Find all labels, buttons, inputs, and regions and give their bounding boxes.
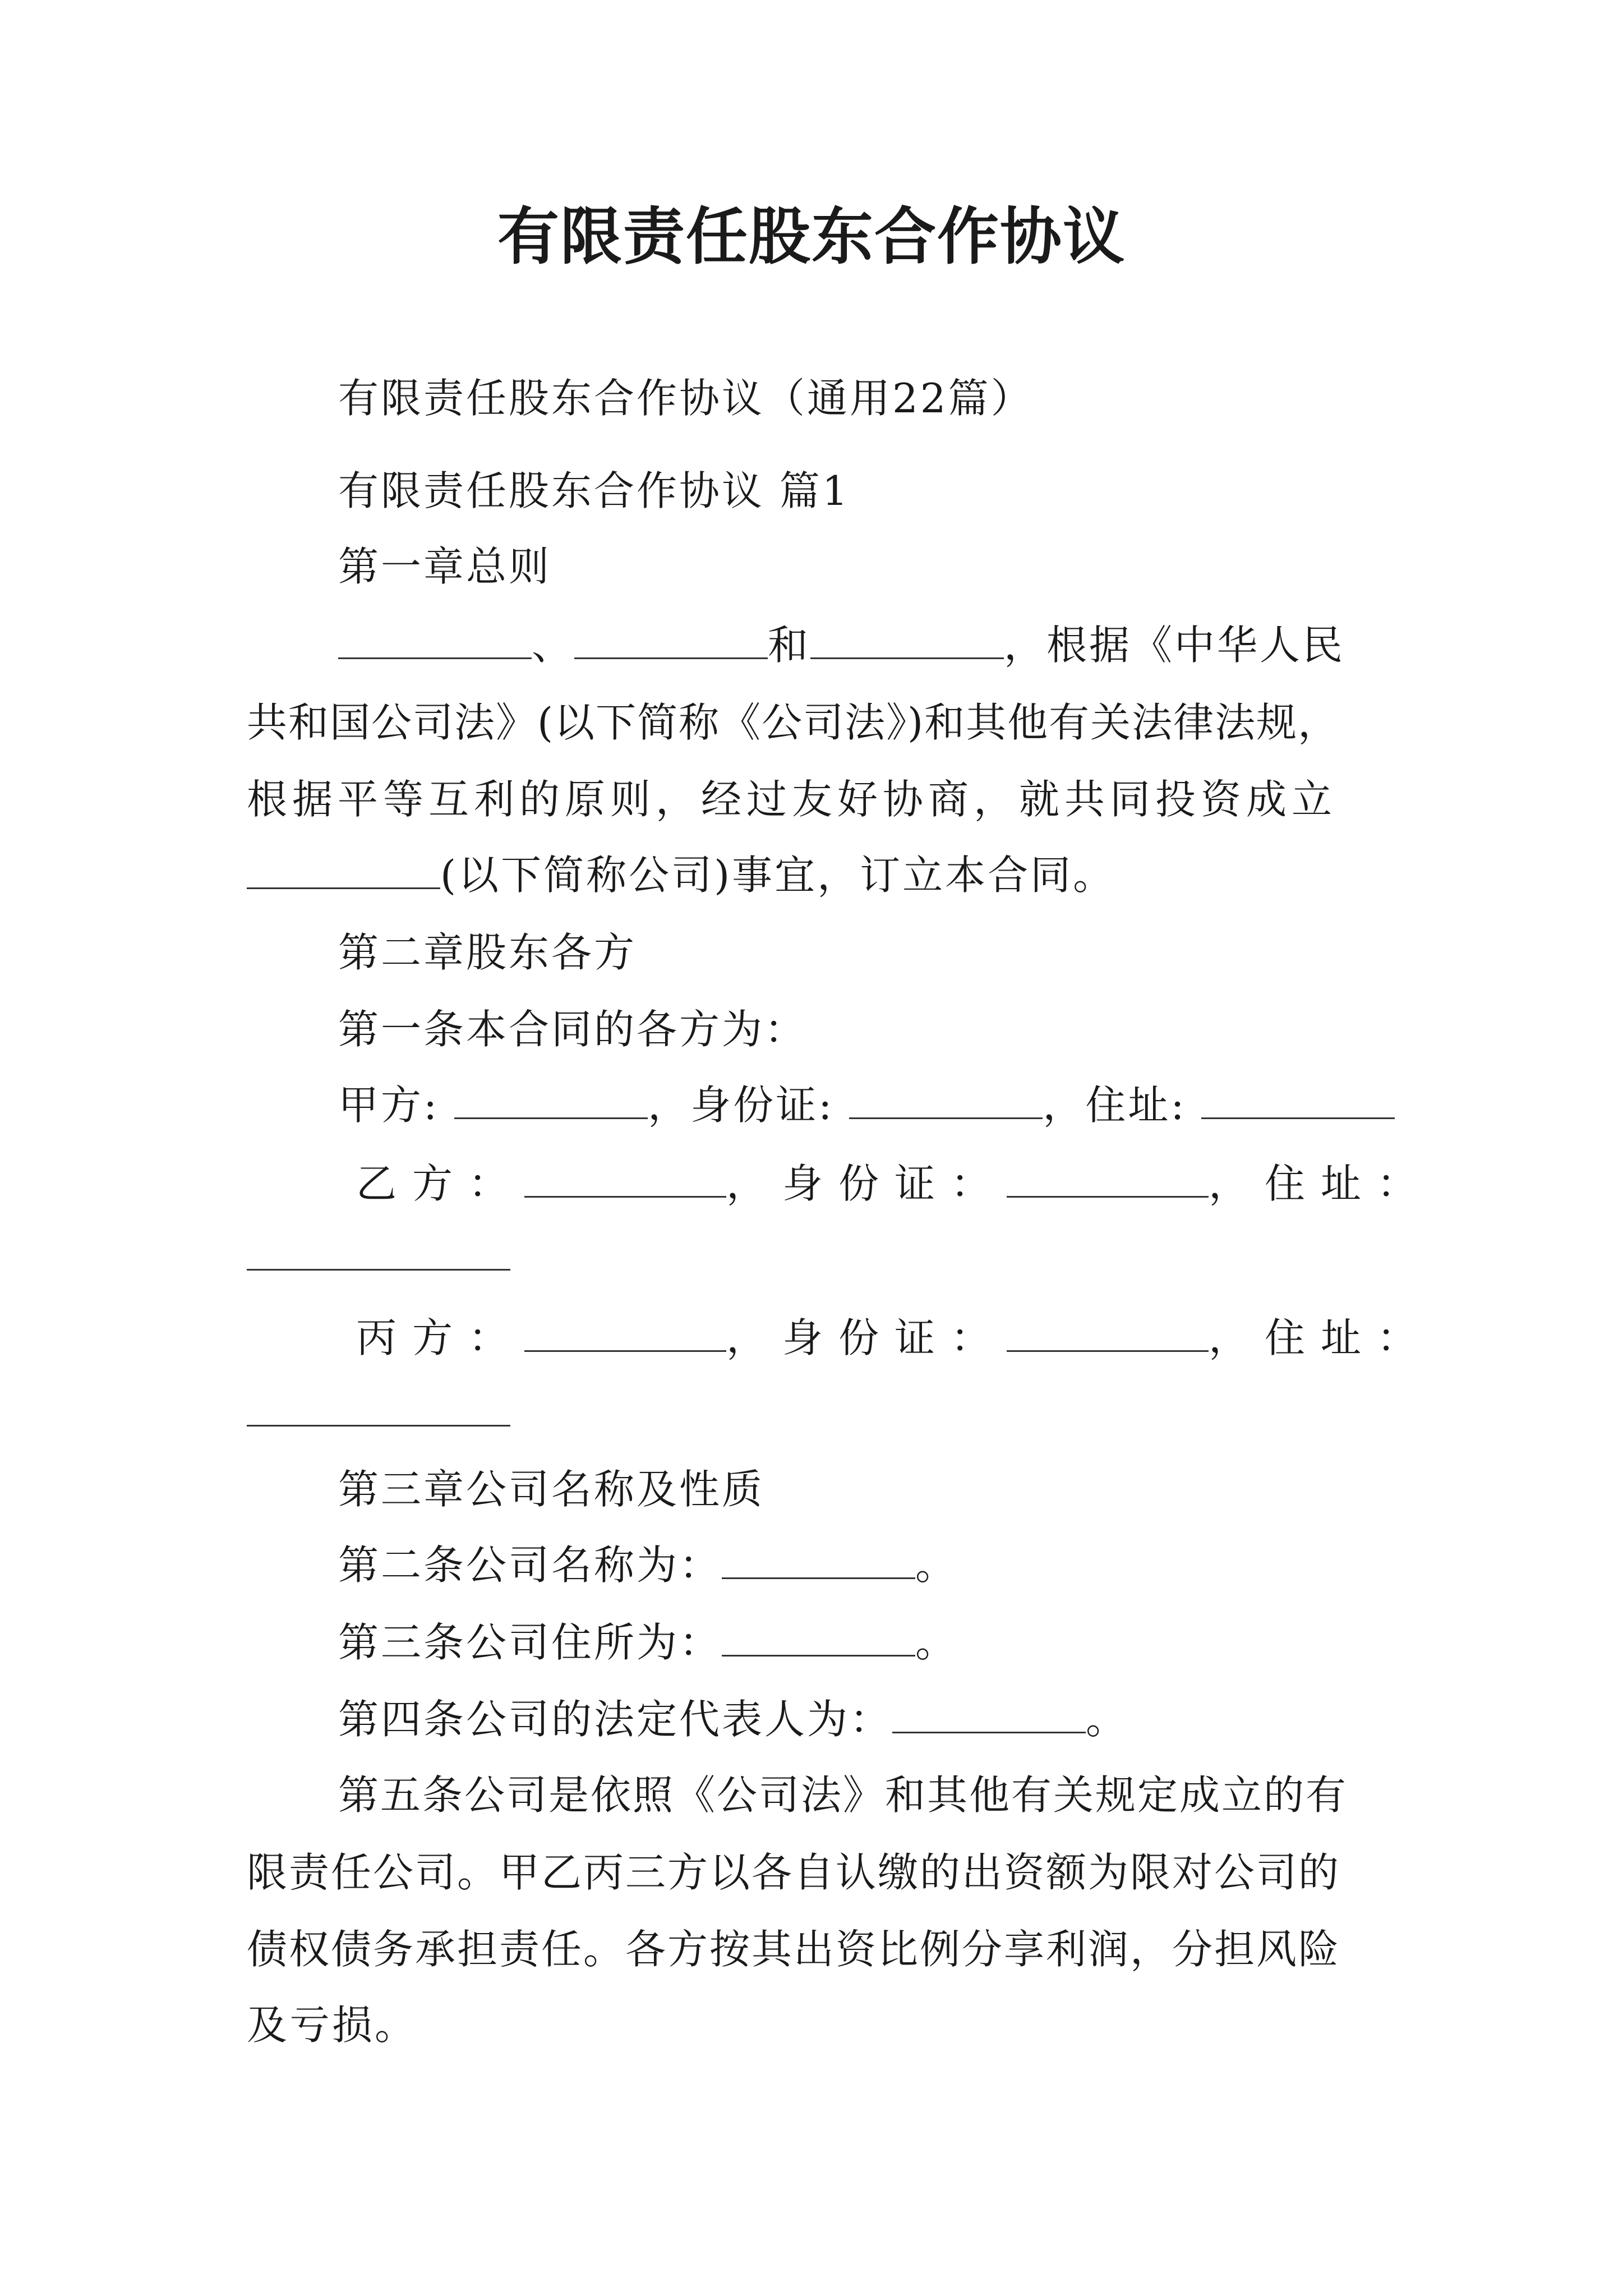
article-2 bbox=[338, 1537, 958, 1593]
period: 。 bbox=[915, 1542, 958, 1589]
article-text: 第二条公司名称为： bbox=[338, 1542, 722, 1589]
blank-field bbox=[849, 1083, 1043, 1119]
period: 。 bbox=[1086, 1696, 1129, 1743]
blank-field bbox=[1007, 1315, 1209, 1352]
blank-field bbox=[1201, 1083, 1395, 1119]
blank-field bbox=[1007, 1161, 1209, 1198]
article-5-line-3: 债权债务承担责任。各方按其出资比例分享利润，分担风险 bbox=[247, 1926, 1341, 1973]
blank-field bbox=[524, 1315, 726, 1352]
blank-field bbox=[892, 1697, 1086, 1733]
article-3 bbox=[338, 1614, 958, 1671]
paragraph-1-line-3: 根据平等互利的原则，经过友好协商，就共同投资成立 bbox=[247, 776, 1338, 823]
paragraph-text: (以下简称公司)事宜，订立本合同。 bbox=[440, 852, 1116, 899]
chapter-3-heading: 第三章公司名称及性质 bbox=[338, 1466, 765, 1513]
address-label: ，住址： bbox=[1209, 1314, 1433, 1361]
blank-field bbox=[722, 1620, 915, 1657]
article-5-line-4: 及亏损。 bbox=[247, 2001, 418, 2049]
paragraph-text: ，根据《中华人民 bbox=[1004, 622, 1345, 669]
party-b-address-blank bbox=[247, 1269, 510, 1271]
blank-field bbox=[722, 1543, 915, 1579]
article-1: 第一条本合同的各方为： bbox=[338, 1006, 808, 1053]
article-text: 第三条公司住所为： bbox=[338, 1619, 722, 1666]
party-c-address-blank bbox=[247, 1425, 510, 1427]
party-a-label: 甲方: bbox=[338, 1082, 440, 1129]
document-title: 有限责任股东合作协议 bbox=[497, 200, 1126, 273]
blank-field bbox=[338, 623, 532, 659]
blank-field bbox=[810, 623, 1004, 659]
article-text: 第四条公司的法定代表人为： bbox=[338, 1696, 893, 1743]
party-a-line bbox=[338, 1077, 1395, 1133]
chapter-1-heading: 第一章总则 bbox=[338, 543, 552, 590]
document-subtitle: 有限责任股东合作协议（通用22篇） bbox=[338, 375, 1034, 422]
part-heading: 有限责任股东合作协议 篇1 bbox=[338, 467, 850, 514]
blank-field bbox=[574, 623, 768, 659]
article-4 bbox=[338, 1691, 1128, 1747]
party-b-line bbox=[356, 1156, 1433, 1212]
blank-field bbox=[247, 853, 440, 889]
paragraph-1-line-4 bbox=[247, 847, 1115, 903]
id-label: ，身份证： bbox=[726, 1160, 1007, 1207]
article-5-line-2: 限责任公司。甲乙丙三方以各自认缴的出资额为限对公司的 bbox=[247, 1849, 1341, 1896]
blank-field bbox=[524, 1161, 726, 1198]
party-c-line bbox=[356, 1310, 1433, 1366]
blank-field bbox=[454, 1083, 648, 1119]
paragraph-1-line-2: 共和国公司法》(以下简称《公司法》)和其他有关法律法规， bbox=[247, 699, 1340, 746]
paragraph-1-line-1 bbox=[338, 617, 1345, 673]
separator: 、 bbox=[532, 622, 575, 669]
address-label: ，住址： bbox=[1209, 1160, 1433, 1207]
period: 。 bbox=[915, 1619, 958, 1666]
chapter-2-heading: 第二章股东各方 bbox=[338, 929, 637, 976]
party-b-label: 乙方： bbox=[356, 1160, 525, 1207]
party-c-label: 丙方： bbox=[356, 1314, 525, 1361]
id-label: ，身份证： bbox=[726, 1314, 1007, 1361]
address-label: ，住址: bbox=[1043, 1082, 1187, 1129]
separator: 和 bbox=[768, 622, 811, 669]
article-5-line-1: 第五条公司是依照《公司法》和其他有关规定成立的有 bbox=[338, 1772, 1348, 1819]
id-label: ，身份证: bbox=[648, 1082, 834, 1129]
